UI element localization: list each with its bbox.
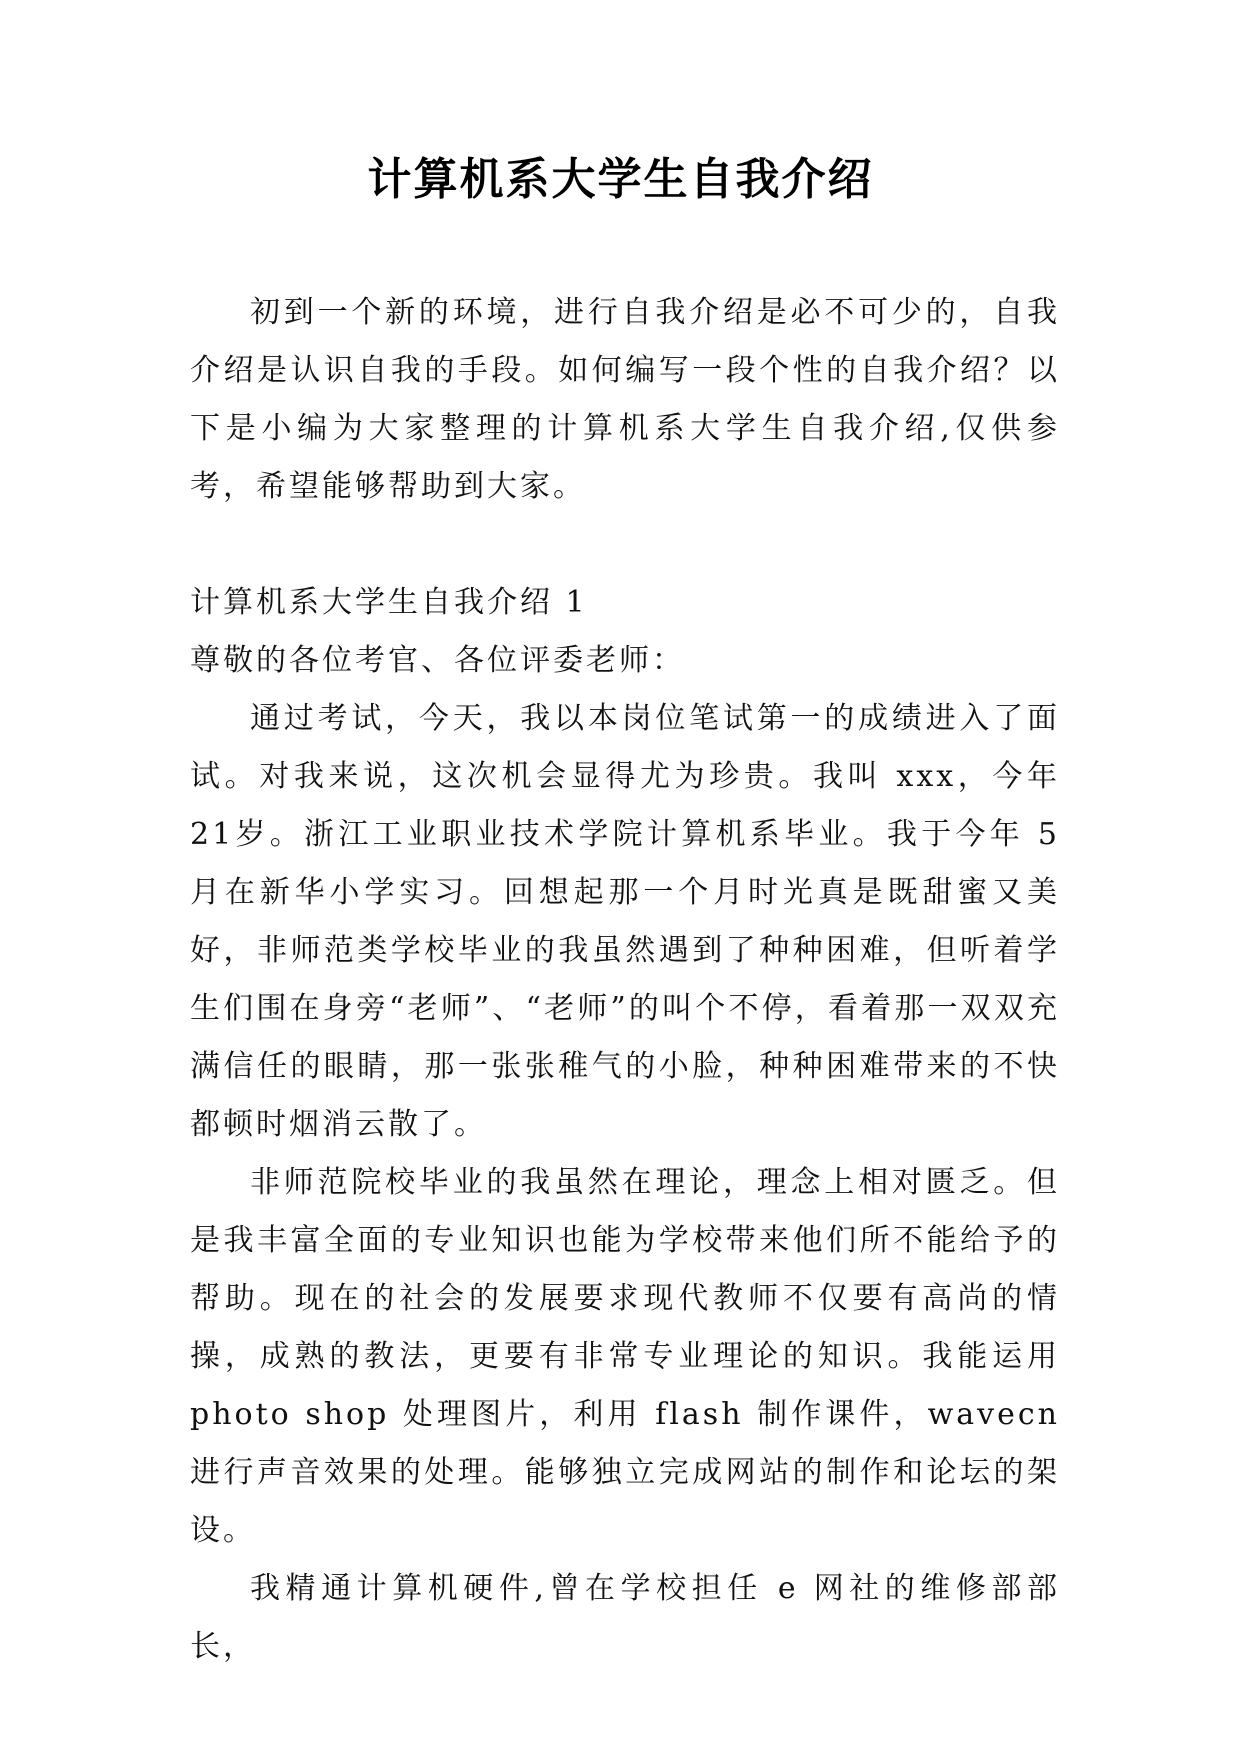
- document-body: [190, 284, 1060, 1676]
- body-paragraph-3: 我精通计算机硬件,曾在学校担任 e 网社的维修部部长，: [190, 1571, 1060, 1664]
- salutation: 尊敬的各位考官、各位评委老师：: [190, 643, 685, 678]
- body-paragraph-2: 非师范院校毕业的我虽然在理论，理念上相对匮乏。但是我丰富全面的专业知识也能为学校带来他们所不能给予的帮助。现在的社会的发展要求现代教师不仅要有高尚的情操，成熟的教法，更要有非常专业理论的知识。我能运用 photo shop 处理图片，利用 flash 制作课件，wavecn 进行声音效果的处理。能够独立完成网站的制作和论坛的架设。: [190, 1165, 1060, 1548]
- section-spacer: [190, 516, 1060, 574]
- document-title: 计算机系大学生自我介绍: [367, 154, 874, 205]
- intro-paragraph: 初到一个新的环境，进行自我介绍是必不可少的，自我介绍是认识自我的手段。如何编写一段个性的自我介绍？以下是小编为大家整理的计算机系大学生自我介绍,仅供参考，希望能够帮助到大家。: [190, 295, 1060, 504]
- section-heading: 计算机系大学生自我介绍 1: [190, 585, 588, 620]
- body-paragraph-1: 通过考试，今天，我以本岗位笔试第一的成绩进入了面试。对我来说，这次机会显得尤为珍贵。我叫 xxx，今年 21岁。浙江工业职业技术学院计算机系毕业。我于今年 5 月在新华小学实习。回想起那一个月时光真是既甜蜜又美好，非师范类学校毕业的我虽然遇到了种种困难，但听着学生们围在身旁“老师”、“老师”的叫个不停，看着那一双双充满信任的眼睛，那一张张稚气的小脸，种种困难带来的不快都顿时烟消云散了。: [190, 701, 1060, 1142]
